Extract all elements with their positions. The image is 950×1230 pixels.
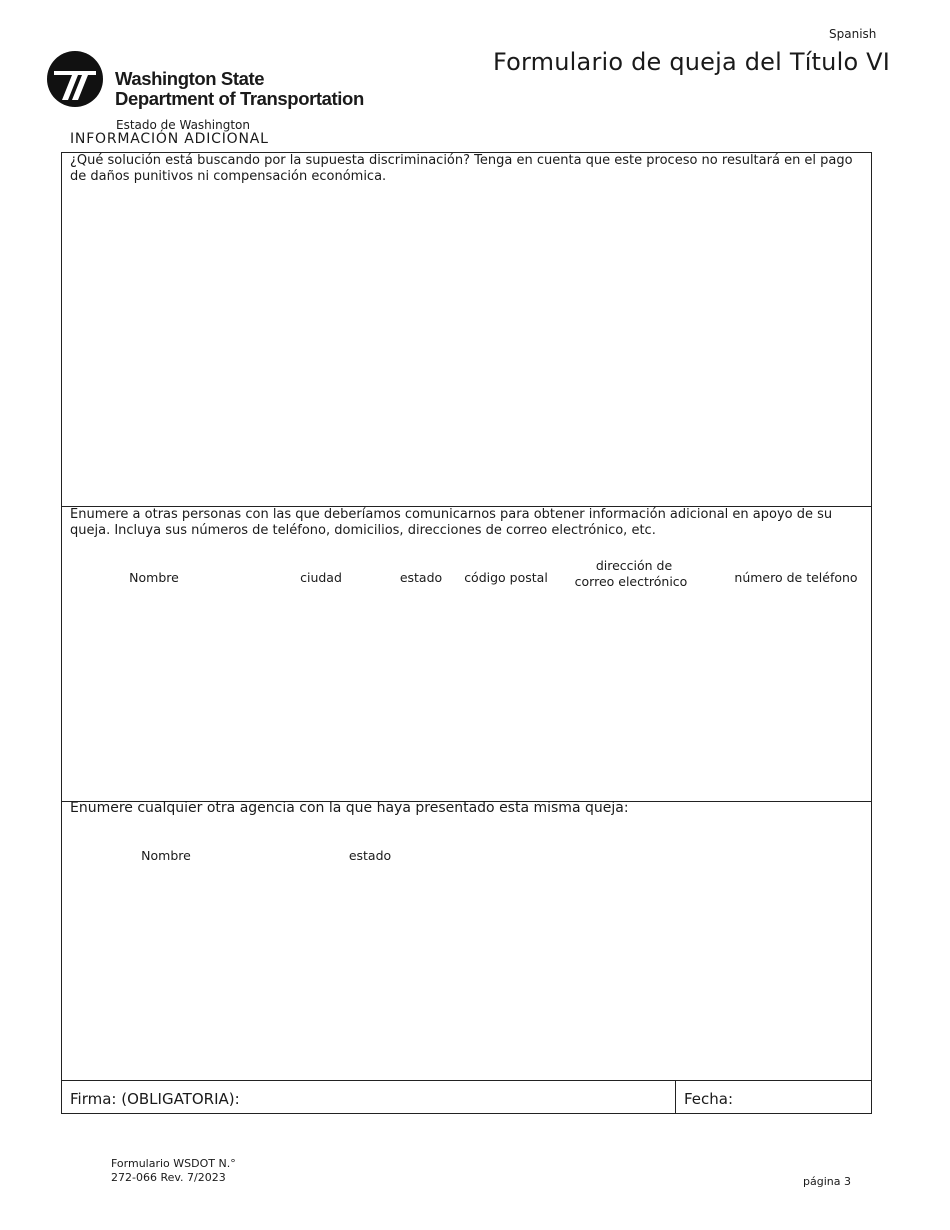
agencies-col-name: Nombre — [141, 848, 191, 863]
agency-name-line1: Washington State — [115, 68, 265, 89]
contacts-col-email-line2: correo electrónico — [574, 574, 688, 589]
date-label: Fecha: — [684, 1090, 734, 1108]
wsdot-logo-icon — [46, 50, 104, 108]
state-subtitle: Estado de Washington — [116, 118, 250, 132]
agencies-prompt: Enumere cualquier otra agencia con la que haya presentado esta misma queja: — [70, 800, 629, 816]
agencies-answer-area[interactable] — [64, 872, 868, 1076]
footer-page-number: página 3 — [803, 1175, 851, 1188]
footer-form-number: Formulario WSDOT N.° — [111, 1157, 236, 1170]
signature-label: Firma: (OBLIGATORIA): — [70, 1090, 240, 1108]
contacts-col-name: Nombre — [129, 570, 179, 585]
remedy-prompt: ¿Qué solución está buscando por la supuesta discriminación? Tenga en cuenta que este proceso no resultará en el pago de daños punitivos ni compensación económica. — [70, 153, 853, 184]
agency-name-line2: Department of Transportation — [115, 88, 364, 109]
divider-3 — [61, 1080, 872, 1081]
contacts-col-phone: número de teléfono — [734, 570, 858, 585]
signature-date-divider — [675, 1080, 676, 1114]
contacts-prompt: Enumere a otras personas con las que deberíamos comunicarnos para obtener información adicional en apoyo de su queja. Incluya sus números de teléfono, domicilios, direcciones de correo electrónico, etc. — [70, 507, 833, 538]
remedy-answer-area[interactable] — [64, 188, 868, 502]
agencies-col-state: estado — [348, 848, 392, 863]
signature-field[interactable] — [260, 1084, 670, 1110]
date-field[interactable] — [740, 1084, 866, 1110]
contacts-col-state: estado — [399, 570, 443, 585]
contacts-col-zip: código postal — [464, 570, 548, 585]
contacts-col-email-line1: dirección de — [595, 558, 673, 573]
language-label: Spanish — [829, 27, 877, 41]
section-title: INFORMACIÓN ADICIONAL — [70, 131, 269, 147]
footer-form-revision: 272-066 Rev. 7/2023 — [111, 1171, 226, 1184]
contacts-col-city: ciudad — [300, 570, 342, 585]
form-title: Formulario de queja del Título VI — [493, 48, 891, 76]
contacts-answer-area[interactable] — [64, 596, 868, 796]
